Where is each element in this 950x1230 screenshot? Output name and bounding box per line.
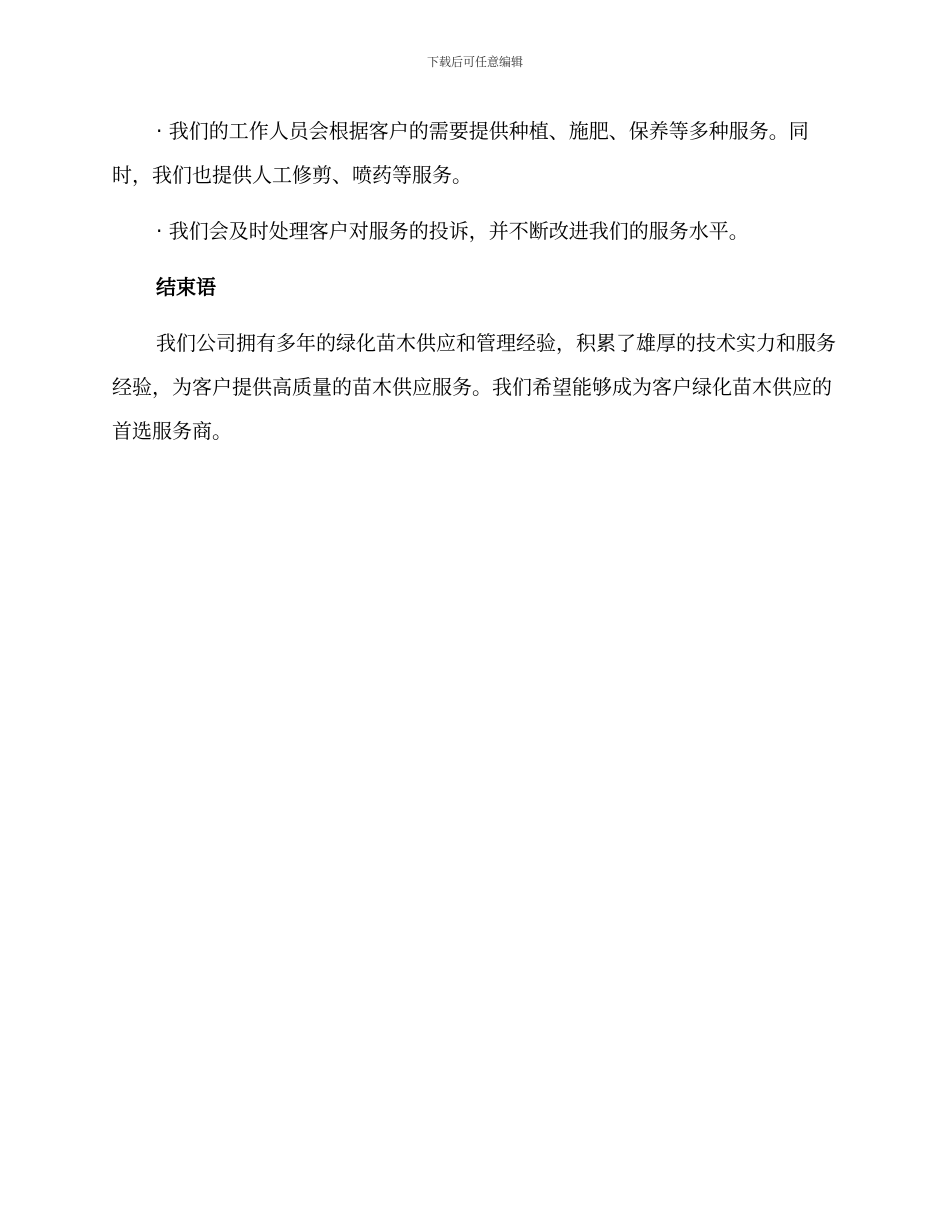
bullet-paragraph-complaints: · 我们会及时处理客户对服务的投诉，并不断改进我们的服务水平。 (156, 219, 749, 243)
document-body (112, 109, 840, 453)
conclusion-paragraph: 我们公司拥有多年的绿化苗木供应和管理经验，积累了雄厚的技术实力和服务经验，为客户提供高质量的苗木供应服务。我们希望能够成为客户绿化苗木供应的首选服务商。 (112, 331, 836, 443)
section-heading-conclusion: 结束语 (156, 275, 216, 299)
bullet-paragraph-services: · 我们的工作人员会根据客户的需要提供种植、施肥、保养等多种服务。同时，我们也提供人工修剪、喷药等服务。 (112, 119, 809, 187)
page-header: 下载后可任意编辑 (426, 55, 523, 69)
